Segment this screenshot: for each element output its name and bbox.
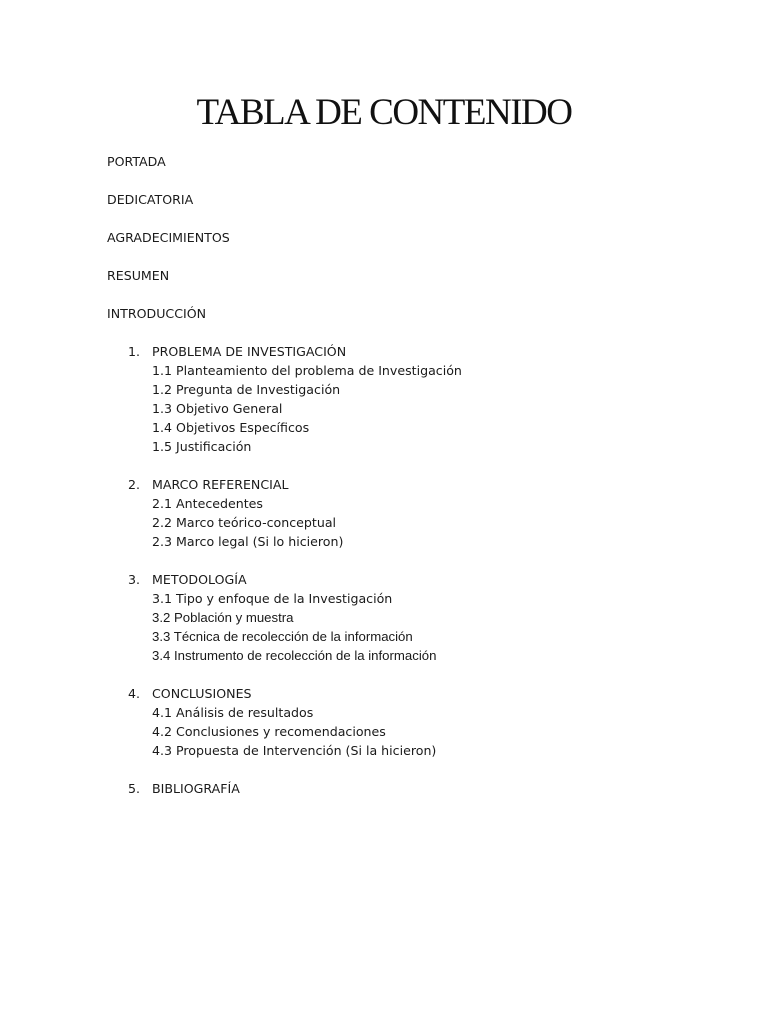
chapter-heading	[107, 779, 462, 798]
chapter-title: PROBLEMA DE INVESTIGACIÓN	[152, 344, 347, 359]
chapter-title: BIBLIOGRAFÍA	[152, 781, 240, 796]
toc-subsection: 1.2 Pregunta de Investigación	[152, 382, 341, 397]
toc-subsection: 1.5 Justificación	[152, 439, 252, 454]
chapter-heading	[107, 684, 462, 703]
chapter-heading	[107, 342, 462, 361]
toc-subsection: 4.3 Propuesta de Intervención (Si la hicieron)	[152, 743, 437, 758]
chapter-number: 2.	[128, 477, 141, 492]
toc-chapter-2	[107, 475, 462, 551]
table-of-contents	[107, 152, 462, 817]
toc-subsection: 2.2 Marco teórico-conceptual	[152, 515, 337, 530]
toc-subsection: 3.4 Instrumento de recolección de la información	[152, 648, 437, 663]
toc-chapter-1	[107, 342, 462, 456]
chapter-title: MARCO REFERENCIAL	[152, 477, 289, 492]
chapter-heading	[107, 475, 462, 494]
chapter-title: CONCLUSIONES	[152, 686, 252, 701]
toc-item-agradecimientos: AGRADECIMIENTOS	[107, 230, 230, 245]
toc-subsection: 1.1 Planteamiento del problema de Investigación	[152, 363, 462, 378]
toc-chapter-5	[107, 779, 462, 798]
page-title: TABLA DE CONTENIDO	[196, 92, 572, 133]
chapter-number: 5.	[128, 781, 141, 796]
chapter-number: 1.	[128, 344, 141, 359]
toc-subsection: 3.1 Tipo y enfoque de la Investigación	[152, 591, 393, 606]
chapter-number: 3.	[128, 572, 141, 587]
chapter-title: METODOLOGÍA	[152, 572, 247, 587]
toc-item-resumen: RESUMEN	[107, 268, 170, 283]
toc-subsection: 3.3 Técnica de recolección de la información	[152, 629, 413, 644]
chapter-number: 4.	[128, 686, 141, 701]
toc-subsection: 3.2 Población y muestra	[152, 610, 294, 625]
toc-chapter-4	[107, 684, 462, 760]
toc-subsection: 4.2 Conclusiones y recomendaciones	[152, 724, 386, 739]
toc-subsection: 1.4 Objetivos Específicos	[152, 420, 310, 435]
toc-item-dedicatoria: DEDICATORIA	[107, 192, 194, 207]
toc-subsection: 4.1 Análisis de resultados	[152, 705, 314, 720]
toc-item-introduccion: INTRODUCCIÓN	[107, 306, 207, 321]
toc-subsection: 2.1 Antecedentes	[152, 496, 263, 511]
toc-subsection: 1.3 Objetivo General	[152, 401, 283, 416]
toc-chapter-3	[107, 570, 462, 665]
chapter-heading	[107, 570, 462, 589]
toc-subsection: 2.3 Marco legal (Si lo hicieron)	[152, 534, 344, 549]
toc-item-portada: PORTADA	[107, 154, 166, 169]
